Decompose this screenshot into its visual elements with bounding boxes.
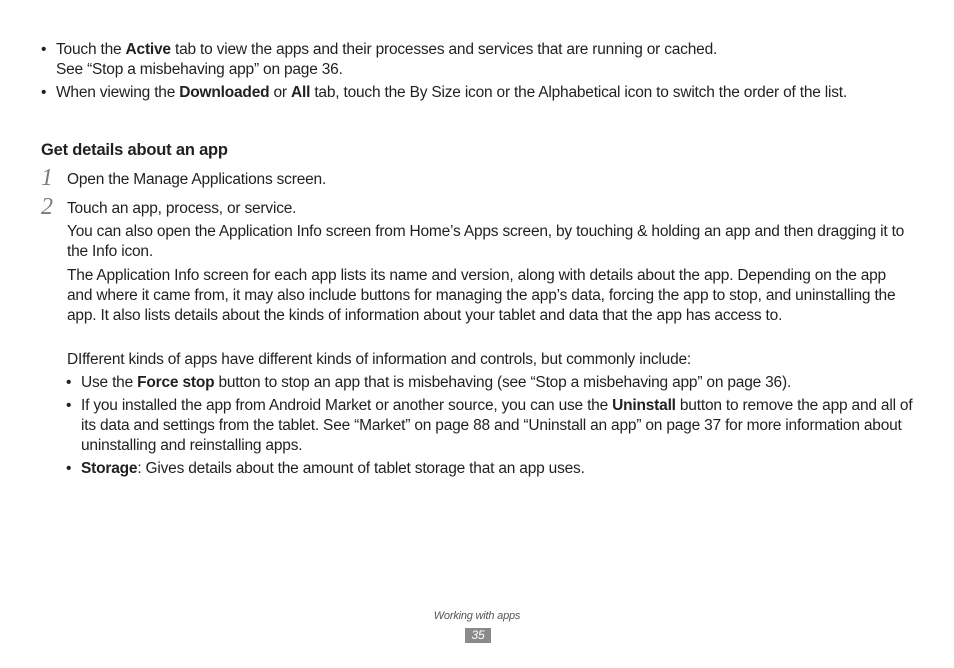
- bullet-text-post: tab to view the apps and their processes and services that are running or cached.: [170, 41, 718, 58]
- bullet-text-line2: See “Stop a misbehaving app” on page 36.: [56, 61, 343, 78]
- bullet-bold-term: All: [291, 84, 311, 101]
- bullet-bold-term: Storage: [81, 460, 138, 477]
- bullet-text-pre: If you installed the app from Android Market or another source, you can use the: [81, 397, 613, 414]
- bullet-bold-term: Downloaded: [179, 84, 270, 101]
- bullet-text-post: tab, touch the By Size icon or the Alphabetical icon to switch the order of the list.: [310, 84, 848, 101]
- step-number: 2: [41, 194, 53, 220]
- section-heading: Get details about an app: [41, 141, 228, 159]
- list-item: [63, 396, 918, 456]
- sub-bullet-list: [63, 373, 918, 482]
- bullet-text-post: : Gives details about the amount of tablet storage that an app uses.: [137, 460, 585, 477]
- page-number-badge: 35: [465, 628, 491, 643]
- bullet-text-pre: Use the: [81, 374, 138, 391]
- bullet-glyph: •: [41, 41, 47, 58]
- bullet-glyph: •: [66, 374, 72, 391]
- bullet-glyph: •: [41, 84, 47, 101]
- list-item: [38, 40, 918, 80]
- list-item: [38, 83, 918, 103]
- list-item: [63, 373, 918, 393]
- bullet-text-post: button to remove the app and all of its data and settings from the tablet. See “Market” on page 88 and “Uninstall an app” on page 37 for more information about uninstalling and reinstalling apps.: [81, 397, 913, 454]
- bullet-bold-term: Force stop: [137, 374, 215, 391]
- step-number: 1: [41, 165, 53, 191]
- bullet-bold-term: Uninstall: [612, 397, 676, 414]
- bullet-text-pre: Touch the: [56, 41, 126, 58]
- bullet-text-post: button to stop an app that is misbehaving (see “Stop a misbehaving app” on page 36).: [214, 374, 792, 391]
- footer-section-label: Working with apps: [433, 610, 521, 622]
- intro-bullet-list: [38, 40, 918, 106]
- paragraph: DIfferent kinds of apps have different kinds of information and controls, but commonly include:: [67, 351, 692, 368]
- bullet-text-mid: or: [269, 84, 291, 101]
- list-item: [63, 459, 918, 479]
- bullet-bold-term: Active: [125, 41, 171, 58]
- bullet-glyph: •: [66, 397, 72, 414]
- bullet-text-pre: When viewing the: [56, 84, 180, 101]
- bullet-glyph: •: [66, 460, 72, 477]
- step-text: Touch an app, process, or service.: [67, 200, 297, 217]
- step-text: Open the Manage Applications screen.: [67, 171, 327, 188]
- paragraph: You can also open the Application Info screen from Home’s Apps screen, by touching & holding an app and then dragging it to the Info icon.: [67, 223, 905, 260]
- paragraph: The Application Info screen for each app lists its name and version, along with details about the app. Depending on the app and where it came from, it may also include buttons for managing the app’s data, forcing the app to stop, and uninstalling the app. It also lists details about the kinds of information about your tablet and data that the app has access to.: [67, 267, 896, 324]
